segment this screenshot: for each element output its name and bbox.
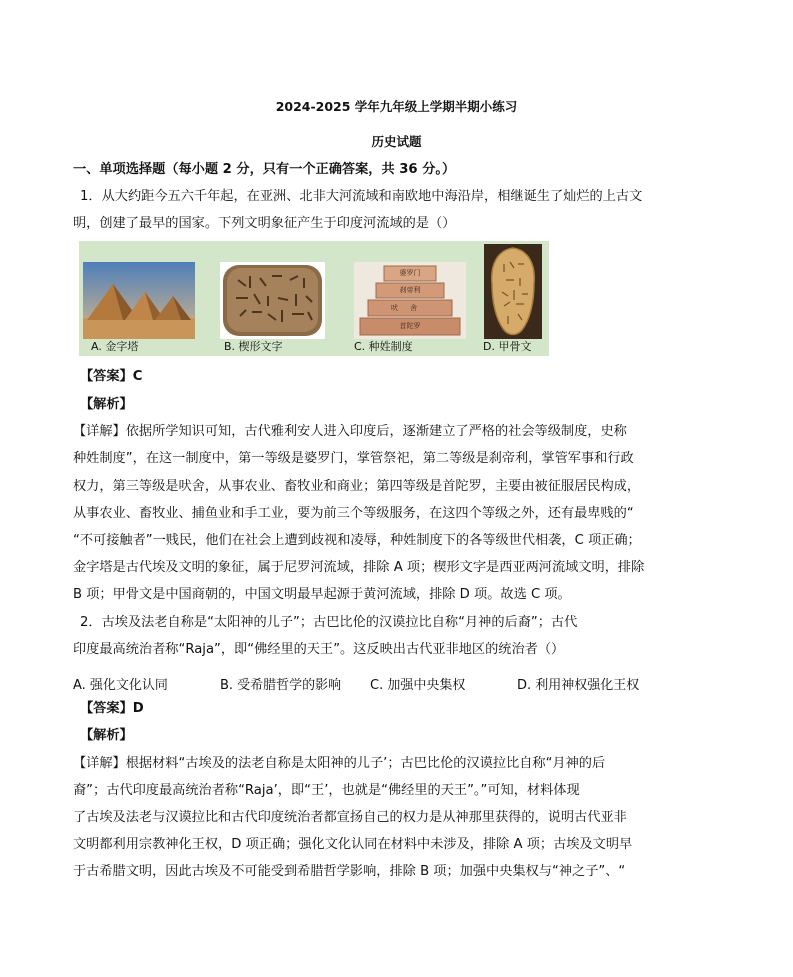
- q1-detail-line-3: 权力，第三等级是吠舍，从事农业、畜牧业和商业；第四等级是首陀罗，主要由被征服居民构成，: [73, 479, 641, 494]
- q2-stem-line-1: 2．古埃及法老自称是“太阳神的儿子”；古巴比伦的汉谟拉比自称“月神的后裔”；古代: [80, 615, 578, 630]
- page-title: 2024-2025 学年九年级上学期半期小练习: [275, 99, 518, 114]
- q1-analysis-label: 【解析】: [80, 397, 133, 412]
- q1-detail-line-7: B 项；甲骨文是中国商朝的，中国文明最早起源于黄河流域，排除 D 项。故选 C 项。: [73, 587, 571, 602]
- q2-options: [73, 674, 693, 693]
- q2-option-a: A. 强化文化认同: [73, 678, 168, 693]
- q2-stem-line-2: 印度最高统治者称“Raja”，即“佛经里的天王”。这反映出古代亚非地区的统治者（）: [73, 642, 565, 657]
- q2-answer: 【答案】D: [80, 701, 144, 716]
- caption-oracle-bone: D. 甲骨文: [483, 340, 532, 353]
- caption-caste: C. 种姓制度: [354, 340, 413, 353]
- q1-answer: 【答案】C: [80, 369, 143, 384]
- q1-detail-line-1: 【详解】依据所学知识可知，古代雅利安人进入印度后，逐渐建立了严格的社会等级制度，史称: [73, 424, 627, 439]
- caption-cuneiform: B. 楔形文字: [224, 340, 283, 353]
- q2-analysis-label: 【解析】: [80, 728, 133, 743]
- q2-option-d: D. 利用神权强化王权: [517, 678, 640, 693]
- q1-detail-line-5: “不可接触者”一贱民，他们在社会上遭到歧视和凌辱，种姓制度下的各等级世代相袭，C 项正确；: [73, 533, 641, 548]
- q1-detail-line-6: 金字塔是古代埃及文明的象征，属于尼罗河流域，排除 A 项；楔形文字是西亚两河流域文明，排除: [73, 560, 645, 575]
- q1-stem-line-2: 明，创建了最早的国家。下列文明象征产生于印度河流域的是（）: [73, 216, 456, 231]
- caste-level-1: 婆罗门: [399, 269, 421, 277]
- q1-detail-line-4: 从事农业、畜牧业、捕鱼业和手工业，要为前三个等级服务，在这四个等级之外，还有最卑贱的“: [73, 506, 634, 521]
- q2-detail-line-5: 于古希腊文明，因此古埃及不可能受到希腊哲学影响，排除 B 项；加强中央集权与“神之子”、“: [73, 864, 626, 879]
- caste-pyramid-image: [354, 262, 466, 339]
- q1-detail-line-2: 种姓制度”，在这一制度中，第一等级是婆罗门，掌管祭祀，第二等级是刹帝利，掌管军事和行政: [73, 451, 634, 466]
- oracle-bone-image: [484, 244, 542, 339]
- q2-option-c: C. 加强中央集权: [370, 678, 466, 693]
- q2-detail-line-3: 了古埃及法老与汉谟拉比和古代印度统治者都宣扬自己的权力是从神那里获得的，说明古代亚非: [73, 810, 627, 825]
- q2-option-b: B. 受希腊哲学的影响: [220, 678, 342, 693]
- q1-figure-strip: [79, 241, 549, 356]
- caption-pyramids: A. 金字塔: [91, 340, 139, 353]
- page-subtitle: 历史试题: [371, 134, 422, 149]
- caste-level-3: 吠舍: [391, 304, 429, 312]
- q2-detail-line-4: 文明都利用宗教神化王权，D 项正确；强化文化认同在材料中未涉及，排除 A 项；古埃及文明早: [73, 837, 633, 852]
- q2-detail-line-1: 【详解】根据材料“古埃及的法老自称是太阳神的儿子’；古巴比伦的汉谟拉比自称“月神的后: [73, 756, 606, 771]
- section-heading: 一、单项选择题（每小题 2 分，只有一个正确答案，共 36 分。）: [73, 162, 456, 177]
- caste-level-4: 首陀罗: [399, 322, 421, 330]
- q2-detail-line-2: 裔”；古代印度最高统治者称“Raja’，即“王’，也就是“佛经里的天王”。”可知，材料体现: [73, 783, 580, 798]
- cuneiform-tablet-image: [220, 262, 325, 339]
- caste-level-2: 刹帝利: [399, 286, 421, 294]
- q1-stem-line-1: 1．从大约距今五六千年起，在亚洲、北非大河流域和南欧地中海沿岸，相继诞生了灿烂的上古文: [80, 189, 643, 204]
- pyramids-image: [83, 262, 195, 339]
